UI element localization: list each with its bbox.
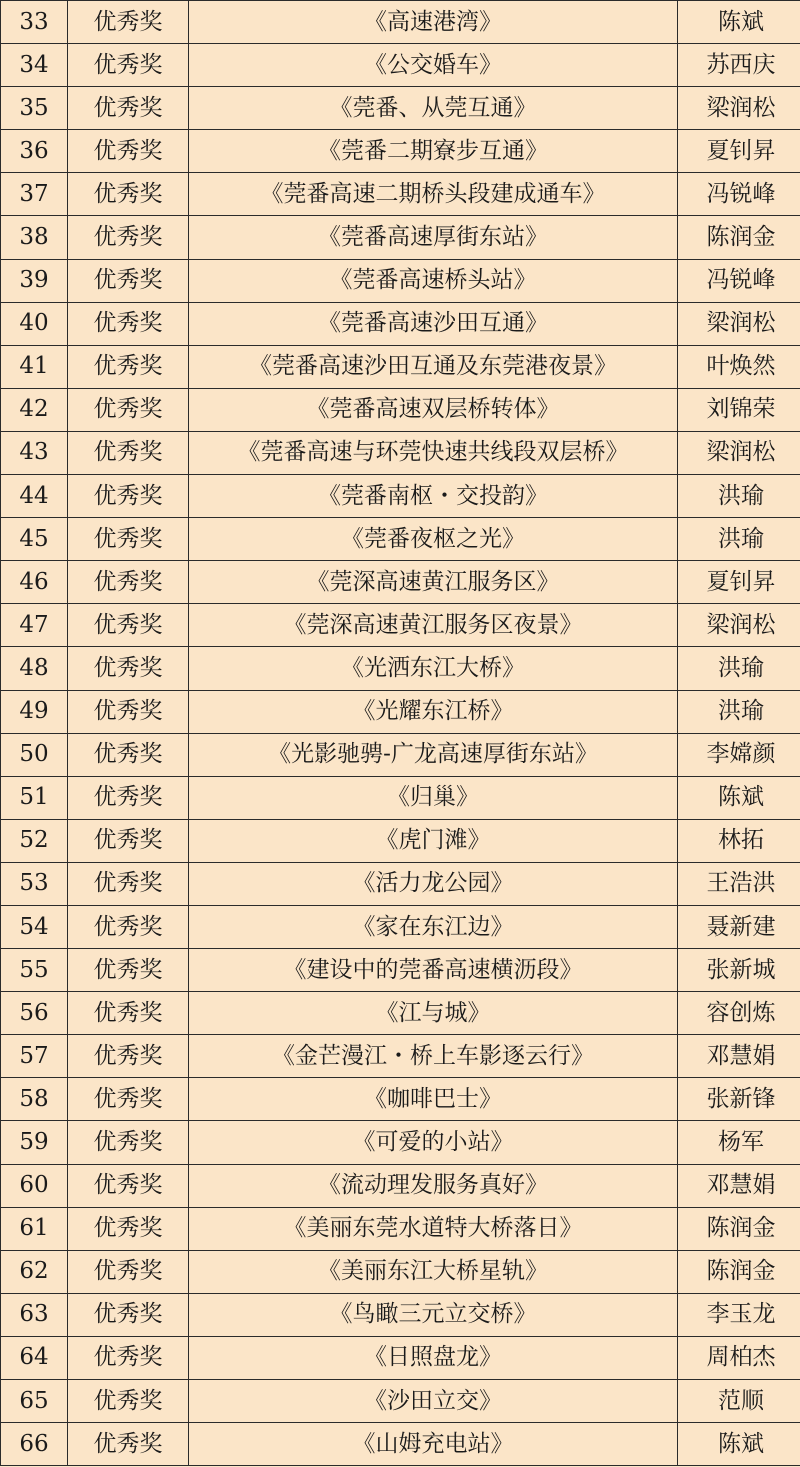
award-level: 优秀奖: [68, 475, 189, 518]
award-level: 优秀奖: [68, 1, 189, 44]
entry-number: 49: [1, 690, 68, 733]
table-row: [1, 431, 800, 474]
author-name: 容创炼: [678, 992, 800, 1035]
table-row: [1, 1336, 800, 1379]
entry-number: 51: [1, 776, 68, 819]
author-name: 林拓: [678, 819, 800, 862]
work-title: 《虎门滩》: [189, 819, 678, 862]
work-title: 《莞番高速与环莞快速共线段双层桥》: [189, 431, 678, 474]
table-row: [1, 1035, 800, 1078]
entry-number: 62: [1, 1250, 68, 1293]
entry-number: 60: [1, 1164, 68, 1207]
award-level: 优秀奖: [68, 130, 189, 173]
work-title: 《莞番南枢・交投韵》: [189, 475, 678, 518]
award-level: 优秀奖: [68, 1078, 189, 1121]
table-row: [1, 173, 800, 216]
author-name: 陈润金: [678, 1250, 800, 1293]
entry-number: 65: [1, 1380, 68, 1423]
work-title: 《莞番高速沙田互通》: [189, 302, 678, 345]
entry-number: 48: [1, 647, 68, 690]
award-list-body: [1, 1, 800, 1466]
author-name: 李玉龙: [678, 1293, 800, 1336]
author-name: 陈润金: [678, 216, 800, 259]
author-name: 李嫦颜: [678, 733, 800, 776]
table-row: [1, 733, 800, 776]
table-row: [1, 259, 800, 302]
award-level: 优秀奖: [68, 819, 189, 862]
work-title: 《高速港湾》: [189, 1, 678, 44]
work-title: 《流动理发服务真好》: [189, 1164, 678, 1207]
work-title: 《莞番高速双层桥转体》: [189, 388, 678, 431]
table-row: [1, 819, 800, 862]
entry-number: 39: [1, 259, 68, 302]
table-row: [1, 561, 800, 604]
author-name: 王浩洪: [678, 862, 800, 905]
award-level: 优秀奖: [68, 776, 189, 819]
author-name: 周柏杰: [678, 1336, 800, 1379]
work-title: 《建设中的莞番高速横沥段》: [189, 949, 678, 992]
author-name: 邓慧娟: [678, 1164, 800, 1207]
author-name: 梁润松: [678, 431, 800, 474]
entry-number: 66: [1, 1423, 68, 1466]
work-title: 《莞番高速二期桥头段建成通车》: [189, 173, 678, 216]
work-title: 《美丽东莞水道特大桥落日》: [189, 1207, 678, 1250]
entry-number: 45: [1, 518, 68, 561]
entry-number: 52: [1, 819, 68, 862]
entry-number: 54: [1, 905, 68, 948]
award-level: 优秀奖: [68, 259, 189, 302]
work-title: 《可爱的小站》: [189, 1121, 678, 1164]
award-level: 优秀奖: [68, 216, 189, 259]
table-row: [1, 949, 800, 992]
author-name: 杨军: [678, 1121, 800, 1164]
author-name: 洪瑜: [678, 475, 800, 518]
award-level: 优秀奖: [68, 44, 189, 87]
award-level: 优秀奖: [68, 1336, 189, 1379]
entry-number: 40: [1, 302, 68, 345]
award-level: 优秀奖: [68, 1164, 189, 1207]
work-title: 《鸟瞰三元立交桥》: [189, 1293, 678, 1336]
entry-number: 38: [1, 216, 68, 259]
work-title: 《金芒漫江・桥上车影逐云行》: [189, 1035, 678, 1078]
table-row: [1, 1078, 800, 1121]
award-level: 优秀奖: [68, 345, 189, 388]
entry-number: 35: [1, 87, 68, 130]
table-row: [1, 345, 800, 388]
award-level: 优秀奖: [68, 905, 189, 948]
work-title: 《莞番高速厚街东站》: [189, 216, 678, 259]
table-row: [1, 302, 800, 345]
table-row: [1, 690, 800, 733]
author-name: 陈斌: [678, 1, 800, 44]
author-name: 梁润松: [678, 87, 800, 130]
work-title: 《莞深高速黄江服务区夜景》: [189, 604, 678, 647]
award-level: 优秀奖: [68, 1293, 189, 1336]
work-title: 《莞番夜枢之光》: [189, 518, 678, 561]
work-title: 《归巢》: [189, 776, 678, 819]
author-name: 陈斌: [678, 1423, 800, 1466]
work-title: 《光影驰骋-广龙高速厚街东站》: [189, 733, 678, 776]
table-row: [1, 905, 800, 948]
author-name: 梁润松: [678, 604, 800, 647]
table-row: [1, 1293, 800, 1336]
work-title: 《江与城》: [189, 992, 678, 1035]
author-name: 洪瑜: [678, 647, 800, 690]
author-name: 陈润金: [678, 1207, 800, 1250]
author-name: 张新锋: [678, 1078, 800, 1121]
award-level: 优秀奖: [68, 862, 189, 905]
work-title: 《家在东江边》: [189, 905, 678, 948]
work-title: 《莞深高速黄江服务区》: [189, 561, 678, 604]
author-name: 叶焕然: [678, 345, 800, 388]
work-title: 《活力龙公园》: [189, 862, 678, 905]
award-level: 优秀奖: [68, 1380, 189, 1423]
table-row: [1, 862, 800, 905]
award-level: 优秀奖: [68, 949, 189, 992]
table-row: [1, 1250, 800, 1293]
table-row: [1, 776, 800, 819]
table-row: [1, 1, 800, 44]
table-row: [1, 44, 800, 87]
award-level: 优秀奖: [68, 647, 189, 690]
table-row: [1, 604, 800, 647]
entry-number: 61: [1, 1207, 68, 1250]
work-title: 《美丽东江大桥星轨》: [189, 1250, 678, 1293]
author-name: 刘锦荣: [678, 388, 800, 431]
entry-number: 57: [1, 1035, 68, 1078]
author-name: 夏钊昇: [678, 561, 800, 604]
entry-number: 41: [1, 345, 68, 388]
entry-number: 43: [1, 431, 68, 474]
entry-number: 56: [1, 992, 68, 1035]
award-level: 优秀奖: [68, 87, 189, 130]
author-name: 邓慧娟: [678, 1035, 800, 1078]
entry-number: 63: [1, 1293, 68, 1336]
work-title: 《莞番高速沙田互通及东莞港夜景》: [189, 345, 678, 388]
work-title: 《莞番高速桥头站》: [189, 259, 678, 302]
author-name: 冯锐峰: [678, 259, 800, 302]
entry-number: 47: [1, 604, 68, 647]
entry-number: 58: [1, 1078, 68, 1121]
work-title: 《光洒东江大桥》: [189, 647, 678, 690]
table-row: [1, 1121, 800, 1164]
work-title: 《莞番、从莞互通》: [189, 87, 678, 130]
work-title: 《莞番二期寮步互通》: [189, 130, 678, 173]
award-level: 优秀奖: [68, 992, 189, 1035]
entry-number: 37: [1, 173, 68, 216]
author-name: 洪瑜: [678, 518, 800, 561]
award-level: 优秀奖: [68, 604, 189, 647]
award-level: 优秀奖: [68, 302, 189, 345]
author-name: 洪瑜: [678, 690, 800, 733]
table-row: [1, 992, 800, 1035]
award-level: 优秀奖: [68, 1035, 189, 1078]
table-row: [1, 216, 800, 259]
award-level: 优秀奖: [68, 733, 189, 776]
table-row: [1, 1380, 800, 1423]
award-level: 优秀奖: [68, 518, 189, 561]
award-level: 优秀奖: [68, 690, 189, 733]
author-name: 陈斌: [678, 776, 800, 819]
author-name: 聂新建: [678, 905, 800, 948]
entry-number: 33: [1, 1, 68, 44]
table-row: [1, 475, 800, 518]
work-title: 《公交婚车》: [189, 44, 678, 87]
award-level: 优秀奖: [68, 1250, 189, 1293]
entry-number: 50: [1, 733, 68, 776]
work-title: 《日照盘龙》: [189, 1336, 678, 1379]
award-level: 优秀奖: [68, 1121, 189, 1164]
author-name: 范顺: [678, 1380, 800, 1423]
author-name: 张新城: [678, 949, 800, 992]
author-name: 梁润松: [678, 302, 800, 345]
table-row: [1, 1207, 800, 1250]
entry-number: 46: [1, 561, 68, 604]
award-level: 优秀奖: [68, 431, 189, 474]
work-title: 《光耀东江桥》: [189, 690, 678, 733]
entry-number: 64: [1, 1336, 68, 1379]
table-row: [1, 647, 800, 690]
award-level: 优秀奖: [68, 561, 189, 604]
work-title: 《沙田立交》: [189, 1380, 678, 1423]
award-level: 优秀奖: [68, 388, 189, 431]
award-level: 优秀奖: [68, 1207, 189, 1250]
entry-number: 36: [1, 130, 68, 173]
entry-number: 53: [1, 862, 68, 905]
entry-number: 44: [1, 475, 68, 518]
table-row: [1, 1164, 800, 1207]
table-row: [1, 130, 800, 173]
entry-number: 55: [1, 949, 68, 992]
entry-number: 34: [1, 44, 68, 87]
work-title: 《山姆充电站》: [189, 1423, 678, 1466]
award-level: 优秀奖: [68, 173, 189, 216]
table-row: [1, 87, 800, 130]
author-name: 苏西庆: [678, 44, 800, 87]
table-row: [1, 518, 800, 561]
entry-number: 42: [1, 388, 68, 431]
work-title: 《咖啡巴士》: [189, 1078, 678, 1121]
entry-number: 59: [1, 1121, 68, 1164]
author-name: 夏钊昇: [678, 130, 800, 173]
award-level: 优秀奖: [68, 1423, 189, 1466]
author-name: 冯锐峰: [678, 173, 800, 216]
table-row: [1, 388, 800, 431]
table-row: [1, 1423, 800, 1466]
